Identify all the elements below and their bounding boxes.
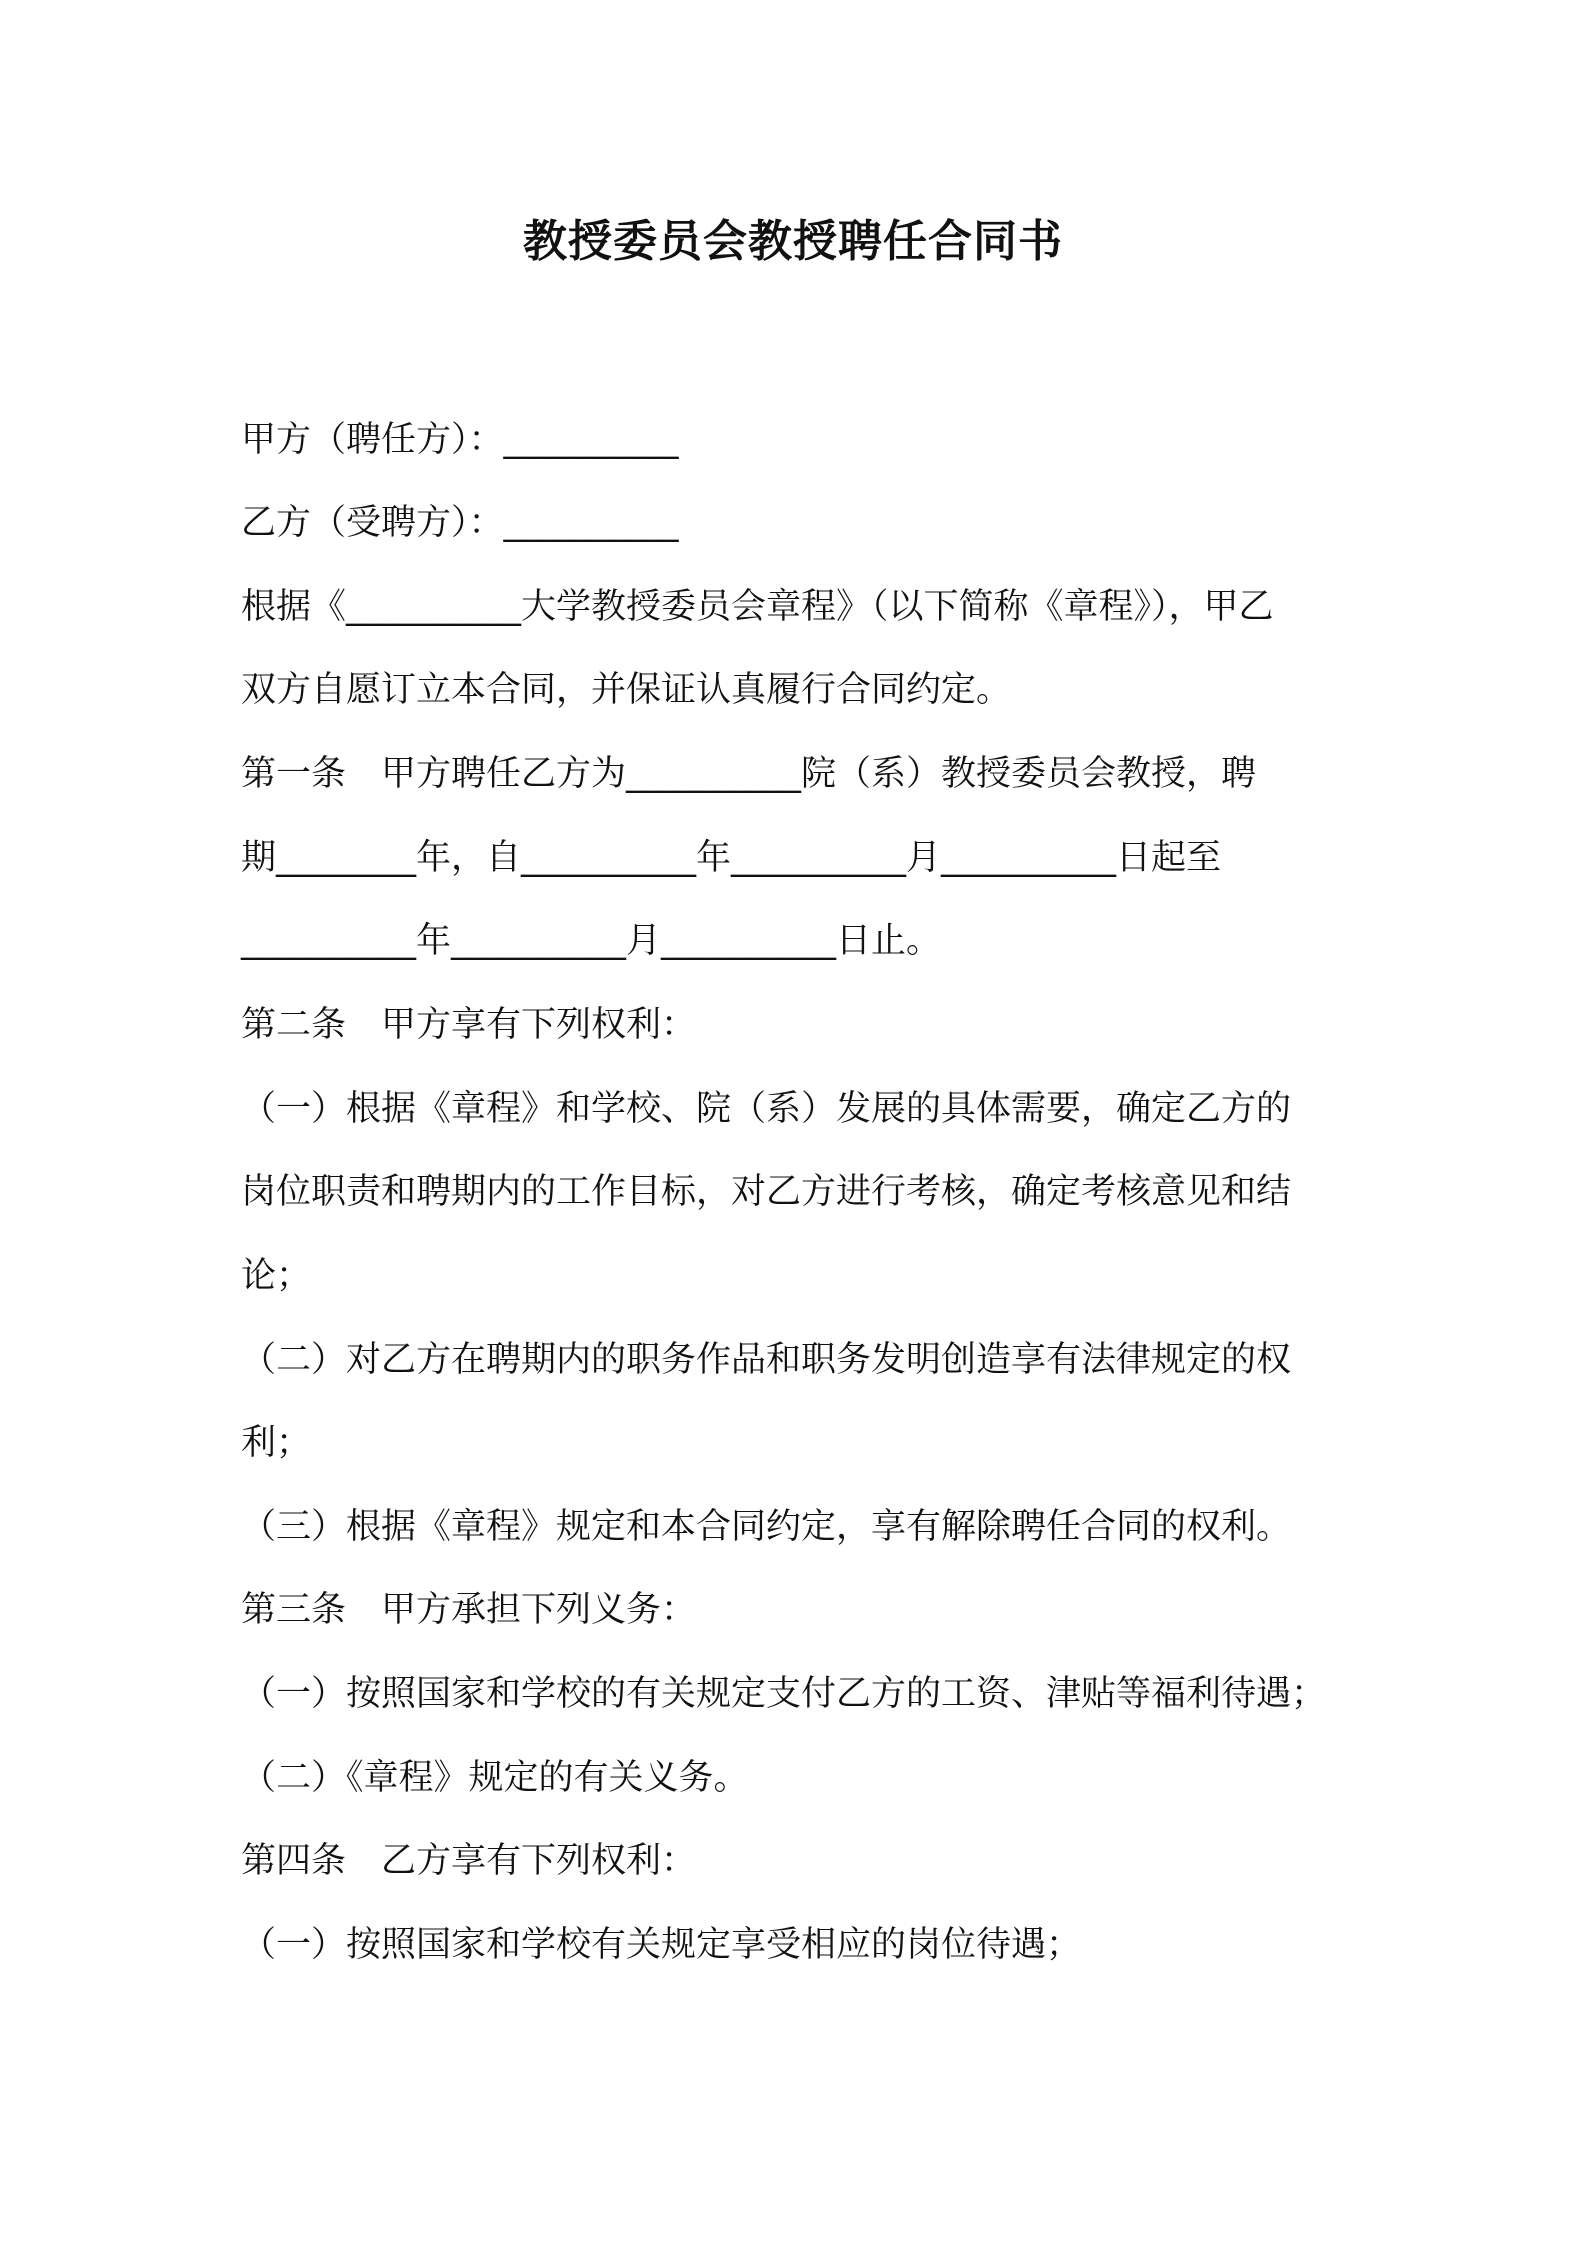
preamble-line-2: 双方自愿订立本合同，并保证认真履行合同约定。 [241,670,1012,710]
article-4-item-1: （一）按照国家和学校有关规定享受相应的岗位待遇； [241,1925,1082,1965]
article-3-item-1: （一）按照国家和学校的有关规定支付乙方的工资、津贴等福利待遇； [241,1674,1327,1714]
article-2-heading: 第二条 甲方享有下列权利： [241,1005,697,1045]
article-2-item-1-line-1: （一）根据《章程》和学校、院（系）发展的具体需要，确定乙方的 [241,1089,1292,1129]
document-title: 教授委员会教授聘任合同书 [523,216,1063,267]
article-2-item-1-line-3: 论； [241,1256,312,1296]
party-a-line: 甲方（聘任方）：__________ [241,420,679,460]
party-b-line: 乙方（受聘方）：__________ [241,503,679,543]
article-4-heading: 第四条 乙方享有下列权利： [241,1841,697,1881]
article-1-line-2: 期________年，自__________年__________月__________日起至 [241,838,1222,878]
article-1-line-1: 第一条 甲方聘任乙方为__________院（系）教授委员会教授，聘 [241,754,1257,794]
article-2-item-1-line-2: 岗位职责和聘期内的工作目标，对乙方进行考核，确定考核意见和结 [241,1172,1292,1212]
article-2-item-3: （三）根据《章程》规定和本合同约定，享有解除聘任合同的权利。 [241,1507,1292,1547]
preamble-line-1: 根据《__________大学教授委员会章程》（以下简称《章程》），甲乙 [241,587,1274,627]
article-2-item-2-line-1: （二）对乙方在聘期内的职务作品和职务发明创造享有法律规定的权 [241,1340,1292,1380]
article-1-line-3: __________年__________月__________日止。 [241,921,942,961]
article-3-item-2: （二）《章程》规定的有关义务。 [241,1758,749,1798]
article-2-item-2-line-2: 利； [241,1423,312,1463]
article-3-heading: 第三条 甲方承担下列义务： [241,1590,697,1630]
